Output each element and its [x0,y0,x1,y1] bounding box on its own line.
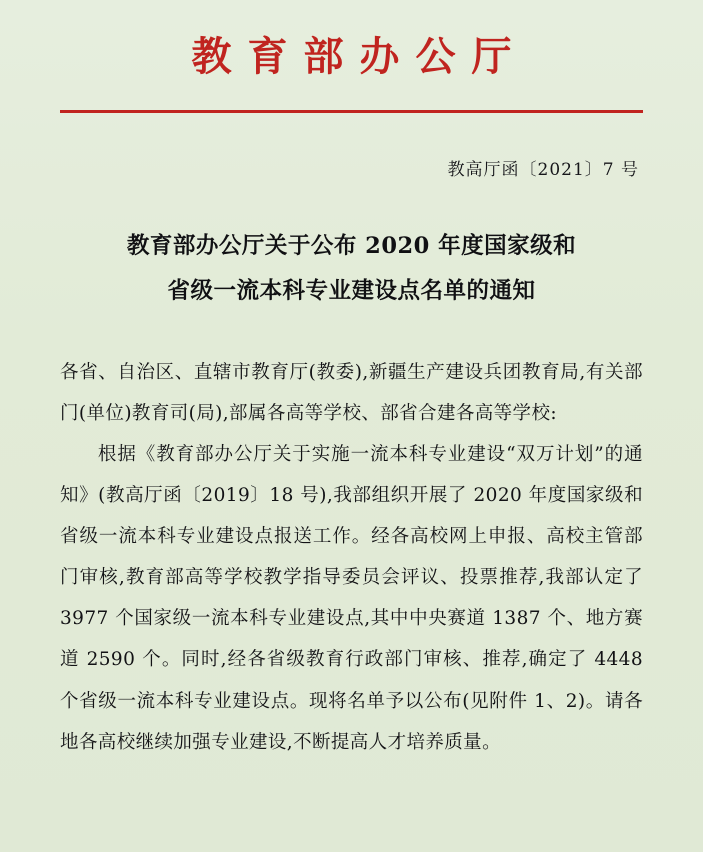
masthead-title: 教育部办公厅 [191,33,528,80]
body-paragraph-2: 根据《教育部办公厅关于实施一流本科专业建设“双万计划”的通知》(教高厅函〔2019〕18 号),我部组织开展了 2020 年度国家级和省级一流本科专业建设点报送工作。经各高校网上申报、高校主管部门审核,教育部高等学校教学指导委员会评议、投票推荐,我部认定了 3977 个国家级一流本科专业建设点,其中中央赛道 1387 个、地方赛道 2590 个。同时,经各省级教育行政部门审核、推荐,确定了 4448 个省级一流本科专业建设点。现将名单予以公布(见附件 1、2)。请各地各高校继续加强专业建设,不断提高人才培养质量。 [60,444,643,753]
document-title [60,224,643,314]
masthead-divider [60,110,643,113]
body-paragraph-1: 各省、自治区、直辖市教育厅(教委),新疆生产建设兵团教育局,有关部门(单位)教育司(局),部属各高等学校、部省合建各高等学校: [60,362,643,425]
document-title-line-1: 教育部办公厅关于公布 2020 年度国家级和 [126,233,577,259]
document-number: 教高厅函〔2021〕7 号 [447,160,639,180]
document-title-line-2: 省级一流本科专业建设点名单的通知 [167,278,536,304]
document-body [60,352,643,763]
masthead [60,0,643,113]
